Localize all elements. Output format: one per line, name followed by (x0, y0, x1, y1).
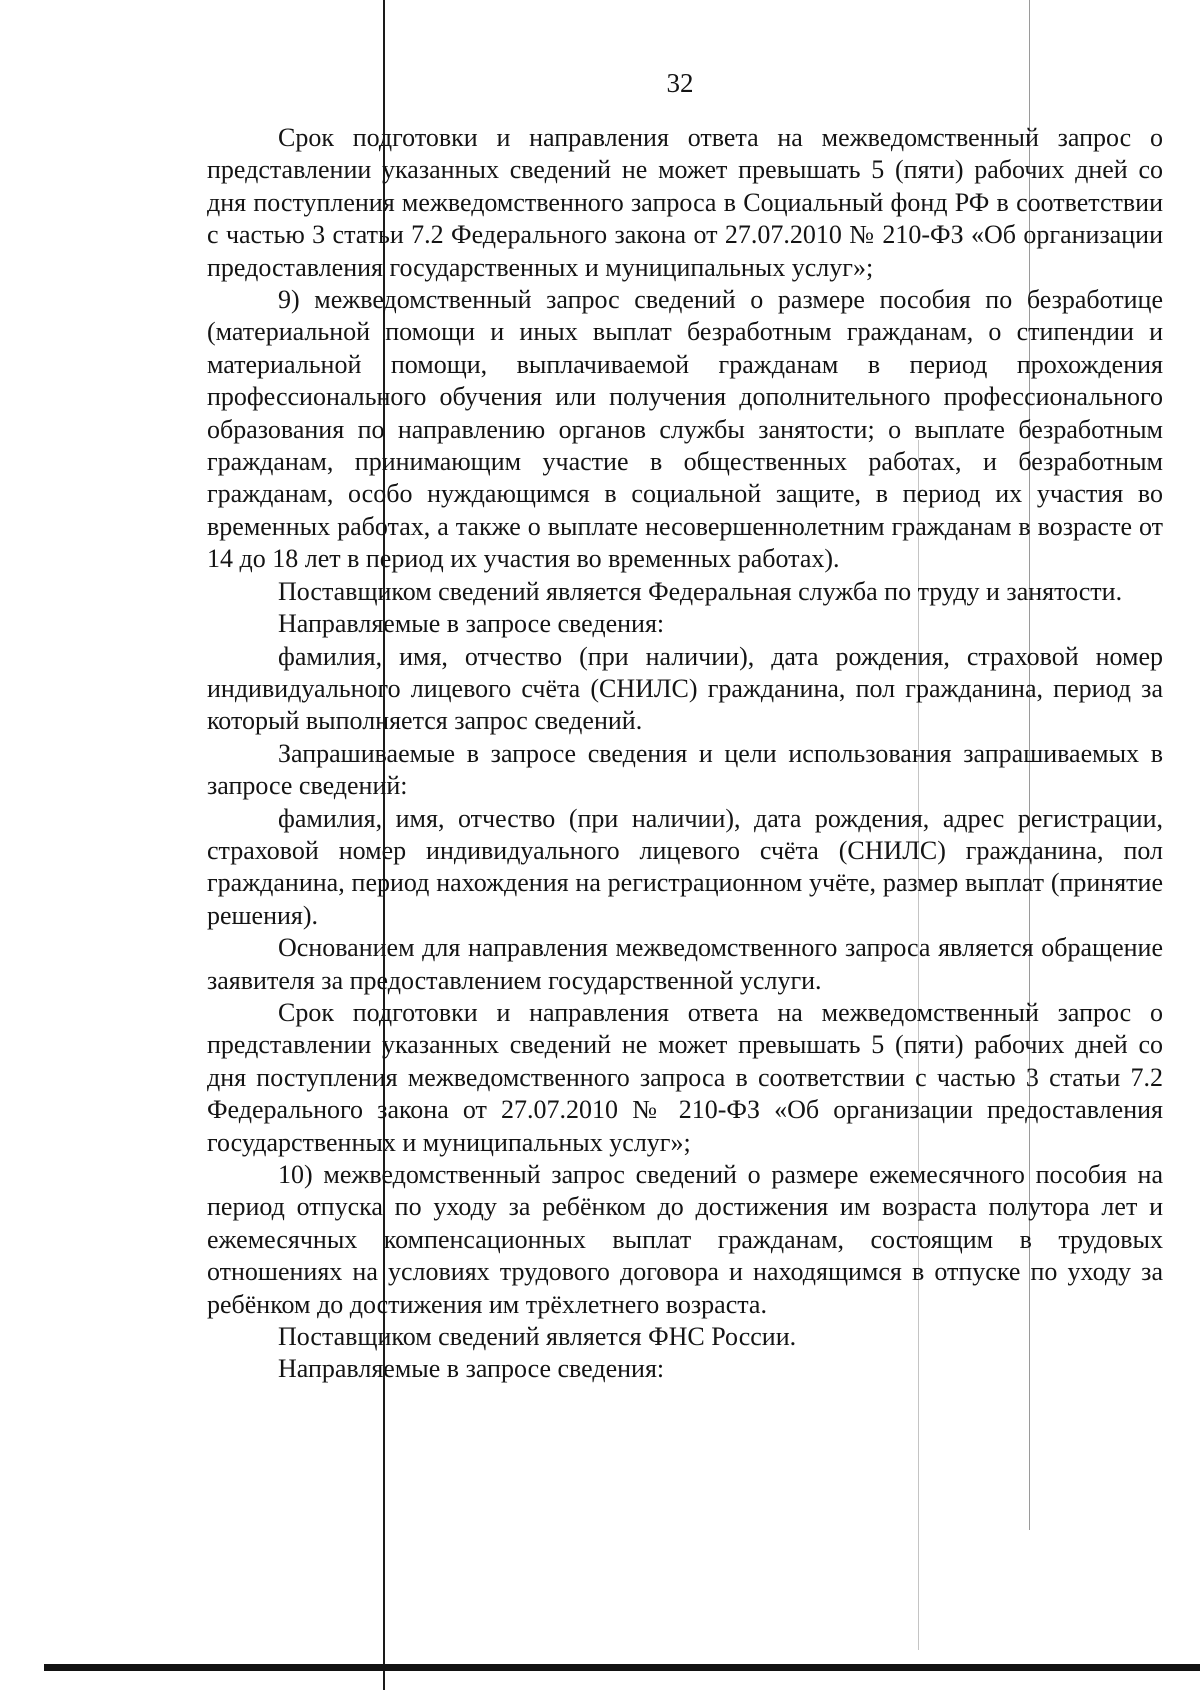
paragraph: 10) межведомственный запрос сведений о размере ежемесячного пособия на период отпуска по уходу за ребёнком до достижения им возраста полутора лет и ежемесячных компенсационных выплат гражданам, состоящим в трудовых отношениях на условиях трудового договора и находящимся в отпуске по уходу за ребёнком до достижения им трёхлетнего возраста. (207, 1160, 1163, 1319)
paragraph: Направляемые в запросе сведения: (278, 1354, 665, 1384)
paragraph: фамилия, имя, отчество (при наличии), дата рождения, адрес регистрации, страховой номер индивидуального лицевого счёта (СНИЛС) гражданина, пол гражданина, период нахождения на регистрационном учёте, размер выплат (принятие решения). (207, 803, 1163, 930)
paragraph: Основанием для направления межведомственного запроса является обращение заявителя за предоставлением государственной услуги. (207, 933, 1163, 995)
paragraph: Запрашиваемые в запросе сведения и цели использования запрашиваемых в запросе сведений: (207, 738, 1163, 801)
paragraph: Срок подготовки и направления ответа на межведомственный запрос о представлении указанных сведений не может превышать 5 (пяти) рабочих дней со дня поступления межведомственного запроса в Социальный фонд РФ в соответствии с частью 3 статьи 7.2 Федерального закона от 27.07.2010 № 210-ФЗ «Об организации предоставления государственных и муниципальных услуг»; (207, 123, 1163, 282)
paragraph: 9) межведомственный запрос сведений о размере пособия по безработице (материальной помощи и иных выплат безработным гражданам, о стипендии и материальной помощи, выплачиваемой гражданам в период прохождения профессионального обучения или получения дополнительного профессионального образования по направлению органов службы занятости; о выплате безработным гражданам, принимающим участие в общественных работах, и безработным гражданам, особо нуждающимся в социальной защите, в период их участия во временных работах, а также о выплате несовершеннолетним гражданам в возрасте от 14 до 18 лет в период их участия во временных работах). (207, 285, 1163, 574)
paragraph: фамилия, имя, отчество (при наличии), дата рождения, страховой номер индивидуального лицевого счёта (СНИЛС) гражданина, пол гражданина, период за который выполняется запрос сведений. (207, 641, 1163, 736)
paragraph: Направляемые в запросе сведения: (278, 609, 665, 639)
paragraph: Срок подготовки и направления ответа на межведомственный запрос о представлении указанных сведений не может превышать 5 (пяти) рабочих дней со дня поступления межведомственного запроса в соответствии с частью 3 статьи 7.2 Федерального закона от 27.07.2010 № 210-ФЗ «Об организации предоставления государственных и муниципальных услуг»; (207, 997, 1163, 1157)
document-body (207, 122, 1163, 1386)
page-number: 32 (666, 68, 694, 98)
bottom-border-line (44, 1664, 1200, 1671)
paragraph: Поставщиком сведений является Федеральная служба по труду и занятости. (278, 576, 1123, 606)
paragraph: Поставщиком сведений является ФНС России. (278, 1322, 797, 1352)
